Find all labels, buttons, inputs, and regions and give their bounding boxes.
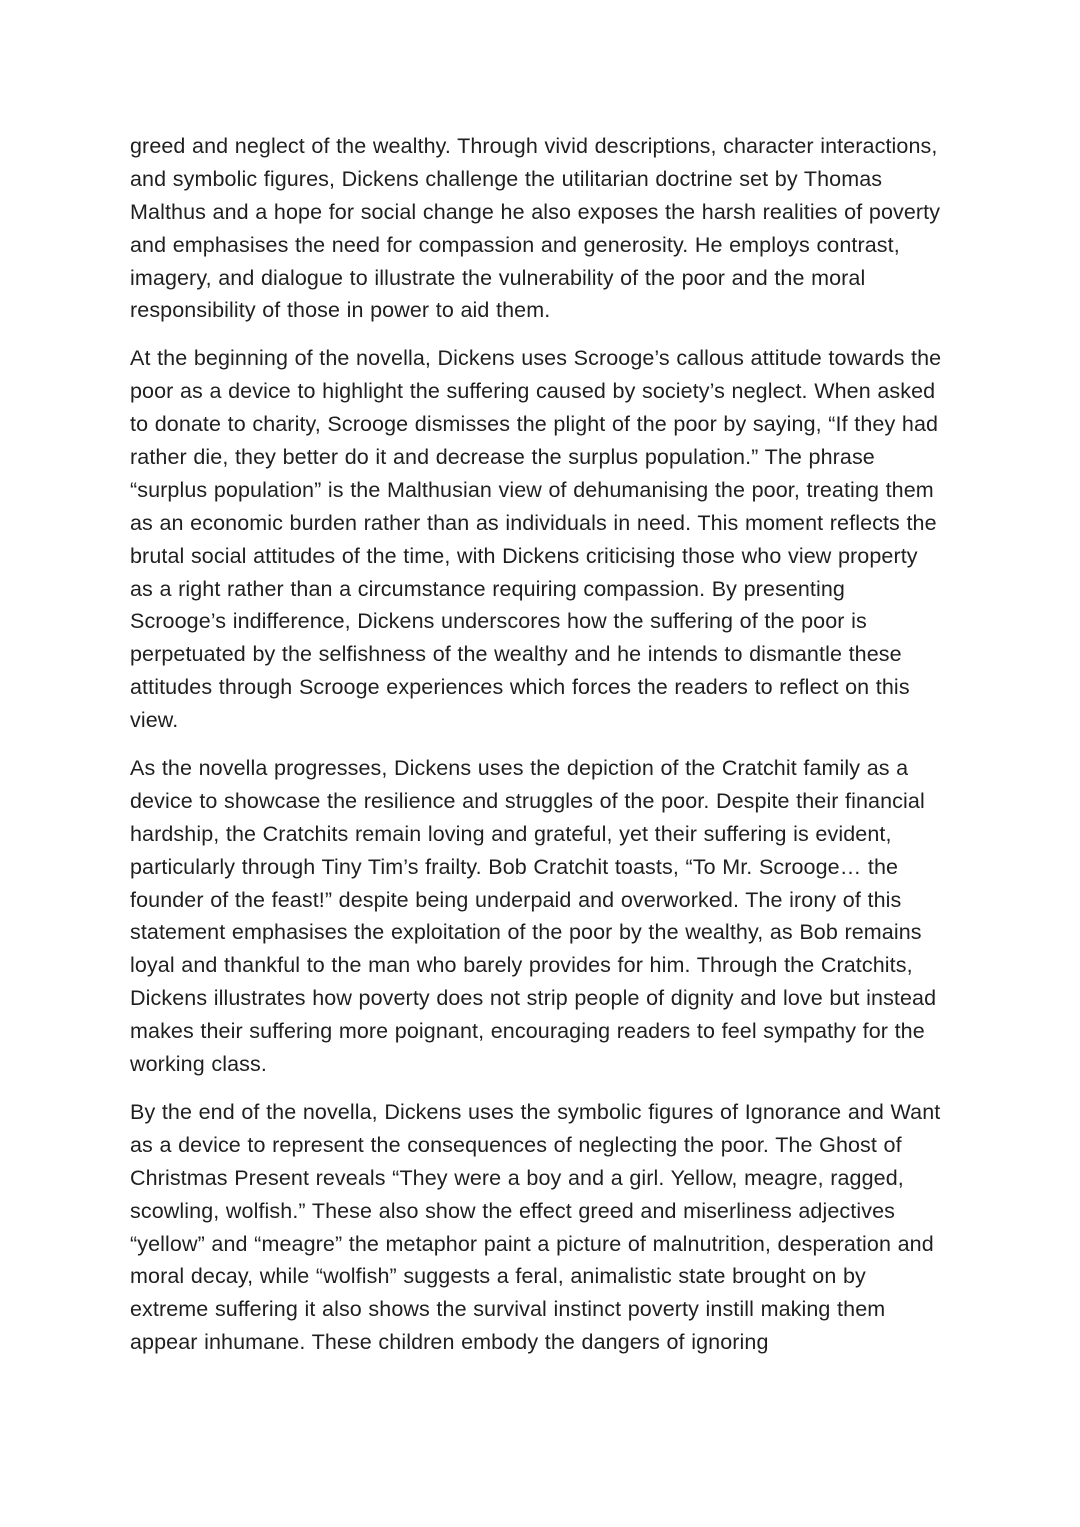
paragraph: By the end of the novella, Dickens uses the symbolic figures of Ignorance and Want as a device to represent the consequences of neglecting the poor. The Ghost of Christmas Present reveals “They were a boy and a girl. Yellow, meagre, ragged, scowling, wolfish.” These also show the effect greed and miserliness adjectives “yellow” and “meagre” the metaphor paint a picture of malnutrition, desperation and moral decay, while “wolfish” suggests a feral, animalistic state brought on by extreme suffering it also shows the survival instinct poverty instill making them appear inhumane. These children embody the dangers of ignoring [130,1099,941,1355]
paragraph: greed and neglect of the wealthy. Through vivid descriptions, character interactions, and symbolic figures, Dickens challenge the utilitarian doctrine set by Thomas Malthus and a hope for social change he also exposes the harsh realities of poverty and emphasises the need for compassion and generosity. He employs contrast, imagery, and dialogue to illustrate the vulnerability of the poor and the moral responsibility of those in power to aid them. [130,134,941,323]
paragraph: As the novella progresses, Dickens uses the depiction of the Cratchit family as a device to showcase the resilience and struggles of the poor. Despite their financial hardship, the Cratchits remain loving and grateful, yet their suffering is evident, particularly through Tiny Tim’s frailty. Bob Cratchit toasts, “To Mr. Scrooge… the founder of the feast!” despite being underpaid and overworked. The irony of this statement emphasises the exploitation of the poor by the wealthy, as Bob remains loyal and thankful to the man who barely provides for him. Through the Cratchits, Dickens illustrates how poverty does not strip people of dignity and love but instead makes their suffering more poignant, encouraging readers to feel sympathy for the working class. [130,756,937,1077]
document-body-text [130,130,945,1359]
paragraph: At the beginning of the novella, Dickens uses Scrooge’s callous attitude towards the poor as a device to highlight the suffering caused by society’s neglect. When asked to donate to charity, Scrooge dismisses the plight of the poor by saying, “If they had rather die, they better do it and decrease the surplus population.” The phrase “surplus population” is the Malthusian view of dehumanising the poor, treating them as an economic burden rather than as individuals in need. This moment reflects the brutal social attitudes of the time, with Dickens criticising those who view property as a right rather than a circumstance requiring compassion. By presenting Scrooge’s indifference, Dickens underscores how the suffering of the poor is perpetuated by the selfishness of the wealthy and he intends to dismantle these attitudes through Scrooge experiences which forces the readers to reflect on this view. [130,346,942,733]
